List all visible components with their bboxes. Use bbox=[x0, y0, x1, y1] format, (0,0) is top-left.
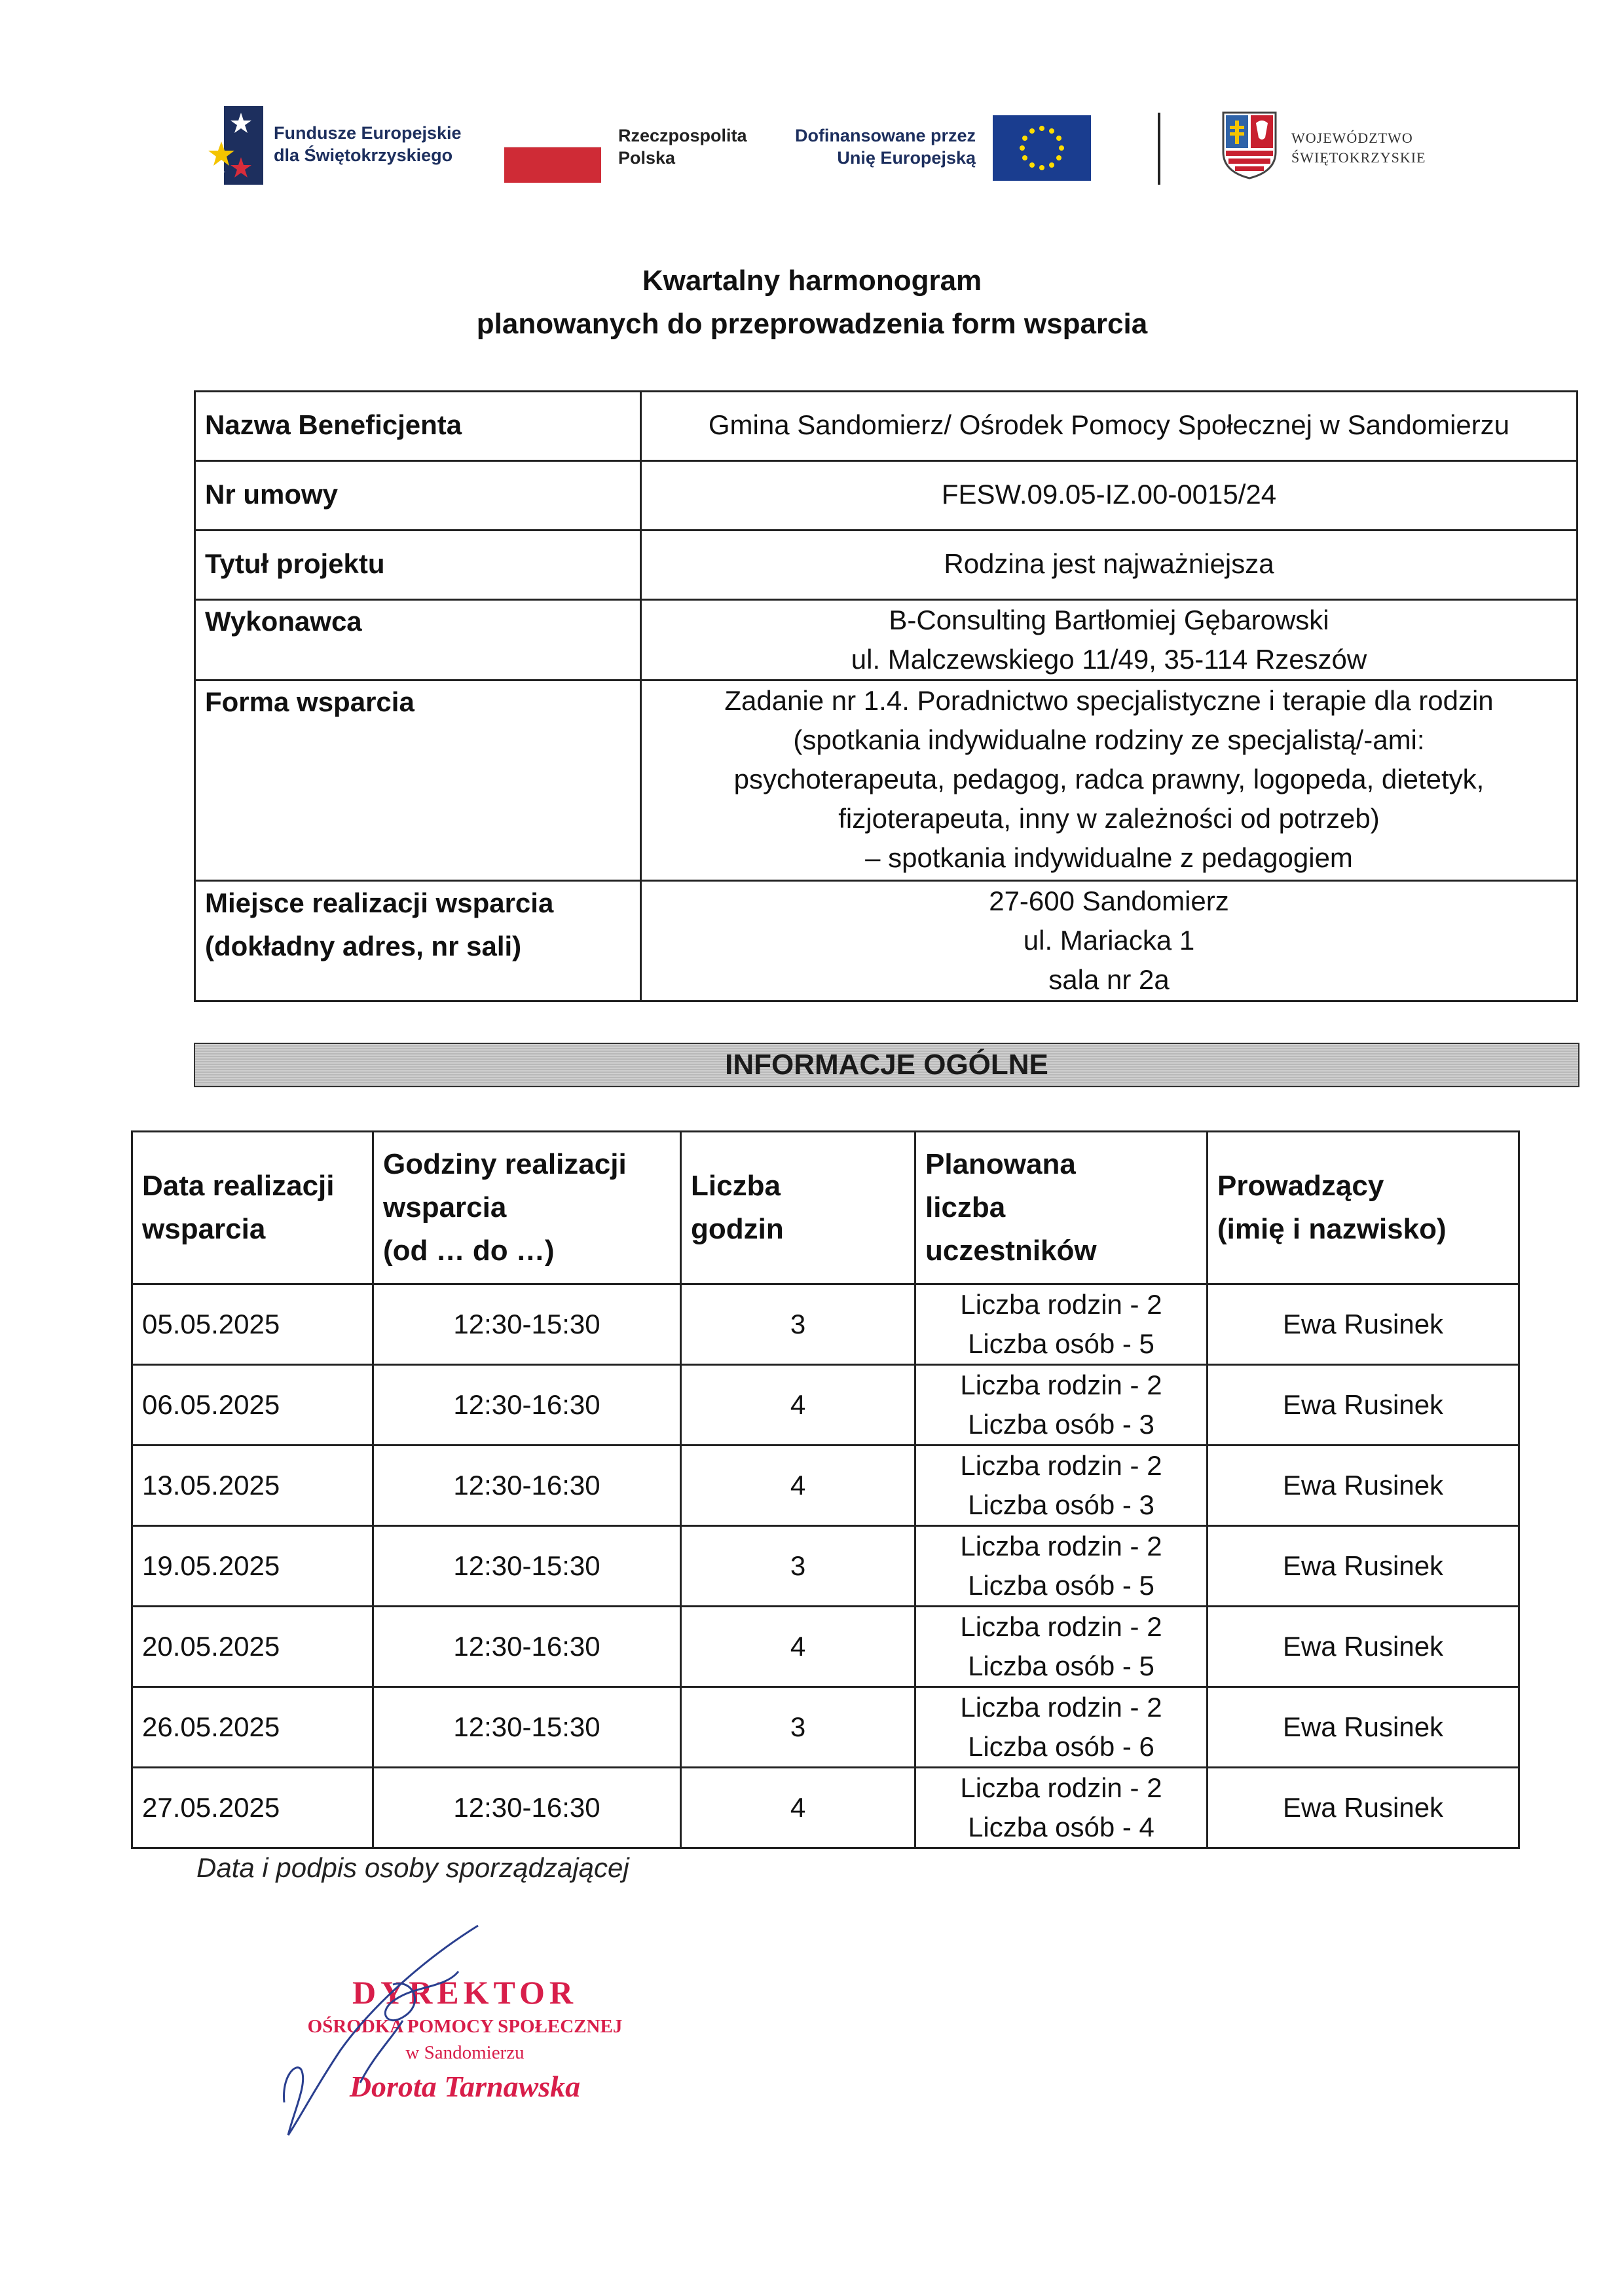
cell-participants bbox=[915, 1687, 1208, 1768]
table-row bbox=[132, 1284, 1519, 1365]
info-value bbox=[641, 881, 1578, 1001]
cell-date: 06.05.2025 bbox=[132, 1365, 373, 1446]
cell-date: 13.05.2025 bbox=[132, 1446, 373, 1526]
table-row bbox=[132, 1526, 1519, 1607]
miejsce-line: ul. Mariacka 1 bbox=[1023, 925, 1195, 956]
section-banner: INFORMACJE OGÓLNE bbox=[194, 1043, 1579, 1087]
column-header-leader bbox=[1208, 1132, 1519, 1284]
stamp-line3: w Sandomierzu bbox=[405, 2042, 525, 2063]
families: Liczba rodzin - 2 bbox=[960, 1531, 1162, 1561]
header-line: godzin bbox=[691, 1213, 784, 1245]
forma-line: – spotkania indywidualne z pedagogiem bbox=[865, 842, 1353, 873]
header-line: Planowana bbox=[925, 1148, 1076, 1180]
cell-count: 3 bbox=[681, 1526, 915, 1607]
header-line: wsparcia bbox=[142, 1213, 266, 1245]
forma-line: Zadanie nr 1.4. Poradnictwo specjalistyczne i terapie dla rodzin bbox=[724, 685, 1494, 716]
header-line: Godziny realizacji bbox=[383, 1148, 627, 1180]
cell-date: 20.05.2025 bbox=[132, 1607, 373, 1687]
cell-date: 19.05.2025 bbox=[132, 1526, 373, 1607]
persons: Liczba osób - 5 bbox=[968, 1651, 1154, 1681]
cell-date: 26.05.2025 bbox=[132, 1687, 373, 1768]
header-line: (imię i nazwisko) bbox=[1217, 1213, 1447, 1245]
table-row bbox=[132, 1446, 1519, 1526]
column-header-count bbox=[681, 1132, 915, 1284]
header-line: Liczba bbox=[691, 1170, 781, 1202]
families: Liczba rodzin - 2 bbox=[960, 1772, 1162, 1803]
families: Liczba rodzin - 2 bbox=[960, 1692, 1162, 1723]
miejsce-line: sala nr 2a bbox=[1048, 964, 1170, 995]
cell-hours: 12:30-16:30 bbox=[373, 1446, 681, 1526]
cell-count: 3 bbox=[681, 1687, 915, 1768]
column-header-date bbox=[132, 1132, 373, 1284]
cell-hours: 12:30-16:30 bbox=[373, 1768, 681, 1848]
info-label bbox=[195, 881, 641, 1001]
wykonawca-line2: ul. Malczewskiego 11/49, 35-114 Rzeszów bbox=[851, 644, 1367, 675]
header-line: liczba bbox=[925, 1191, 1006, 1223]
cell-hours: 12:30-16:30 bbox=[373, 1365, 681, 1446]
info-row-umowa bbox=[195, 461, 1578, 531]
info-value: Gmina Sandomierz/ Ośrodek Pomocy Społecznej w Sandomierzu bbox=[641, 392, 1578, 461]
cell-participants bbox=[915, 1768, 1208, 1848]
logo-divider bbox=[1158, 113, 1160, 185]
wojewodztwo-crest-icon bbox=[1222, 111, 1277, 179]
forma-line: fizjoterapeuta, inny w zależności od potrzeb) bbox=[838, 803, 1380, 834]
persons: Liczba osób - 5 bbox=[968, 1328, 1154, 1359]
families: Liczba rodzin - 2 bbox=[960, 1611, 1162, 1642]
persons: Liczba osób - 5 bbox=[968, 1570, 1154, 1601]
stamp-line4: Dorota Tarnawska bbox=[349, 2070, 581, 2103]
cell-leader: Ewa Rusinek bbox=[1208, 1607, 1519, 1687]
cell-leader: Ewa Rusinek bbox=[1208, 1768, 1519, 1848]
miejsce-label-line2: (dokładny adres, nr sali) bbox=[205, 931, 522, 961]
column-header-participants bbox=[915, 1132, 1208, 1284]
project-info-table bbox=[194, 390, 1578, 1002]
wojewodztwo-text bbox=[1291, 128, 1426, 168]
families: Liczba rodzin - 2 bbox=[960, 1289, 1162, 1320]
cell-participants bbox=[915, 1365, 1208, 1446]
cell-participants bbox=[915, 1284, 1208, 1365]
info-value: Rodzina jest najważniejsza bbox=[641, 531, 1578, 600]
stamp-line2: OŚRODKA POMOCY SPOŁECZNEJ bbox=[307, 2016, 623, 2037]
signature-label: Data i podpis osoby sporządzającej bbox=[196, 1852, 629, 1883]
table-row bbox=[132, 1768, 1519, 1848]
forma-line: (spotkania indywidualne rodziny ze specjalistą/-ami: bbox=[793, 724, 1425, 755]
cell-leader: Ewa Rusinek bbox=[1208, 1284, 1519, 1365]
cell-leader: Ewa Rusinek bbox=[1208, 1687, 1519, 1768]
cell-date: 27.05.2025 bbox=[132, 1768, 373, 1848]
cell-hours: 12:30-15:30 bbox=[373, 1284, 681, 1365]
eu-flag-icon bbox=[993, 115, 1091, 181]
fe-line2: dla Świętokrzyskiego bbox=[274, 145, 453, 165]
miejsce-label-line1: Miejsce realizacji wsparcia bbox=[205, 887, 554, 918]
info-value bbox=[641, 600, 1578, 681]
info-row-wykonawca bbox=[195, 600, 1578, 681]
cell-leader: Ewa Rusinek bbox=[1208, 1365, 1519, 1446]
families: Liczba rodzin - 2 bbox=[960, 1450, 1162, 1481]
cell-leader: Ewa Rusinek bbox=[1208, 1526, 1519, 1607]
ws-line2: ŚWIĘTOKRZYSKIE bbox=[1291, 149, 1426, 166]
cell-date: 05.05.2025 bbox=[132, 1284, 373, 1365]
cell-count: 4 bbox=[681, 1446, 915, 1526]
eu-line2: Unię Europejską bbox=[837, 148, 976, 168]
cell-count: 4 bbox=[681, 1768, 915, 1848]
eu-line1: Dofinansowane przez bbox=[794, 126, 976, 145]
polish-flag-icon bbox=[504, 147, 601, 183]
cell-count: 3 bbox=[681, 1284, 915, 1365]
document-title-line1: Kwartalny harmonogram bbox=[642, 265, 982, 297]
column-header-hours bbox=[373, 1132, 681, 1284]
header-line: (od … do …) bbox=[383, 1235, 555, 1267]
cell-participants bbox=[915, 1607, 1208, 1687]
info-label: Wykonawca bbox=[195, 600, 641, 681]
info-label: Nr umowy bbox=[195, 461, 641, 531]
header-line: wsparcia bbox=[383, 1191, 507, 1223]
cell-hours: 12:30-15:30 bbox=[373, 1687, 681, 1768]
info-row-miejsce bbox=[195, 881, 1578, 1001]
wykonawca-line1: B-Consulting Bartłomiej Gębarowski bbox=[889, 605, 1329, 635]
persons: Liczba osób - 4 bbox=[968, 1812, 1154, 1842]
cell-leader: Ewa Rusinek bbox=[1208, 1446, 1519, 1526]
cell-count: 4 bbox=[681, 1365, 915, 1446]
info-label: Nazwa Beneficjenta bbox=[195, 392, 641, 461]
info-value bbox=[641, 681, 1578, 881]
fundusze-europejskie-text bbox=[274, 122, 462, 166]
fe-line1: Fundusze Europejskie bbox=[274, 123, 462, 143]
schedule-header-row bbox=[132, 1132, 1519, 1284]
header-line: uczestników bbox=[925, 1235, 1097, 1267]
table-row bbox=[132, 1607, 1519, 1687]
info-row-beneficjent bbox=[195, 392, 1578, 461]
persons: Liczba osób - 6 bbox=[968, 1731, 1154, 1762]
info-row-tytul bbox=[195, 531, 1578, 600]
cell-hours: 12:30-15:30 bbox=[373, 1526, 681, 1607]
cell-hours: 12:30-16:30 bbox=[373, 1607, 681, 1687]
document-title-line2: planowanych do przeprowadzenia form wsparcia bbox=[476, 308, 1148, 340]
header-line: Prowadzący bbox=[1217, 1170, 1384, 1202]
rp-line2: Polska bbox=[618, 148, 676, 168]
info-row-forma bbox=[195, 681, 1578, 881]
families: Liczba rodzin - 2 bbox=[960, 1370, 1162, 1400]
table-row bbox=[132, 1687, 1519, 1768]
schedule-table bbox=[131, 1130, 1520, 1849]
persons: Liczba osób - 3 bbox=[968, 1409, 1154, 1440]
handwritten-signature-icon bbox=[262, 1912, 498, 2148]
forma-line: psychoterapeuta, pedagog, radca prawny, logopeda, dietetyk, bbox=[733, 764, 1485, 794]
header-line: Data realizacji bbox=[142, 1170, 335, 1202]
cell-count: 4 bbox=[681, 1607, 915, 1687]
persons: Liczba osób - 3 bbox=[968, 1489, 1154, 1520]
rzeczpospolita-text bbox=[618, 124, 747, 169]
logo-strip bbox=[0, 0, 1624, 196]
info-value: FESW.09.05-IZ.00-0015/24 bbox=[641, 461, 1578, 531]
cell-participants bbox=[915, 1526, 1208, 1607]
rp-line1: Rzeczpospolita bbox=[618, 126, 747, 145]
eu-cofinanced-text bbox=[753, 124, 976, 169]
stamp-line1: DYREKTOR bbox=[352, 1974, 578, 2011]
cell-participants bbox=[915, 1446, 1208, 1526]
fundusze-europejskie-logo-icon bbox=[208, 103, 266, 187]
miejsce-line: 27-600 Sandomierz bbox=[989, 886, 1229, 916]
table-row bbox=[132, 1365, 1519, 1446]
info-label: Forma wsparcia bbox=[195, 681, 641, 881]
ws-line1: WOJEWÓDZTWO bbox=[1291, 130, 1413, 146]
info-label: Tytuł projektu bbox=[195, 531, 641, 600]
